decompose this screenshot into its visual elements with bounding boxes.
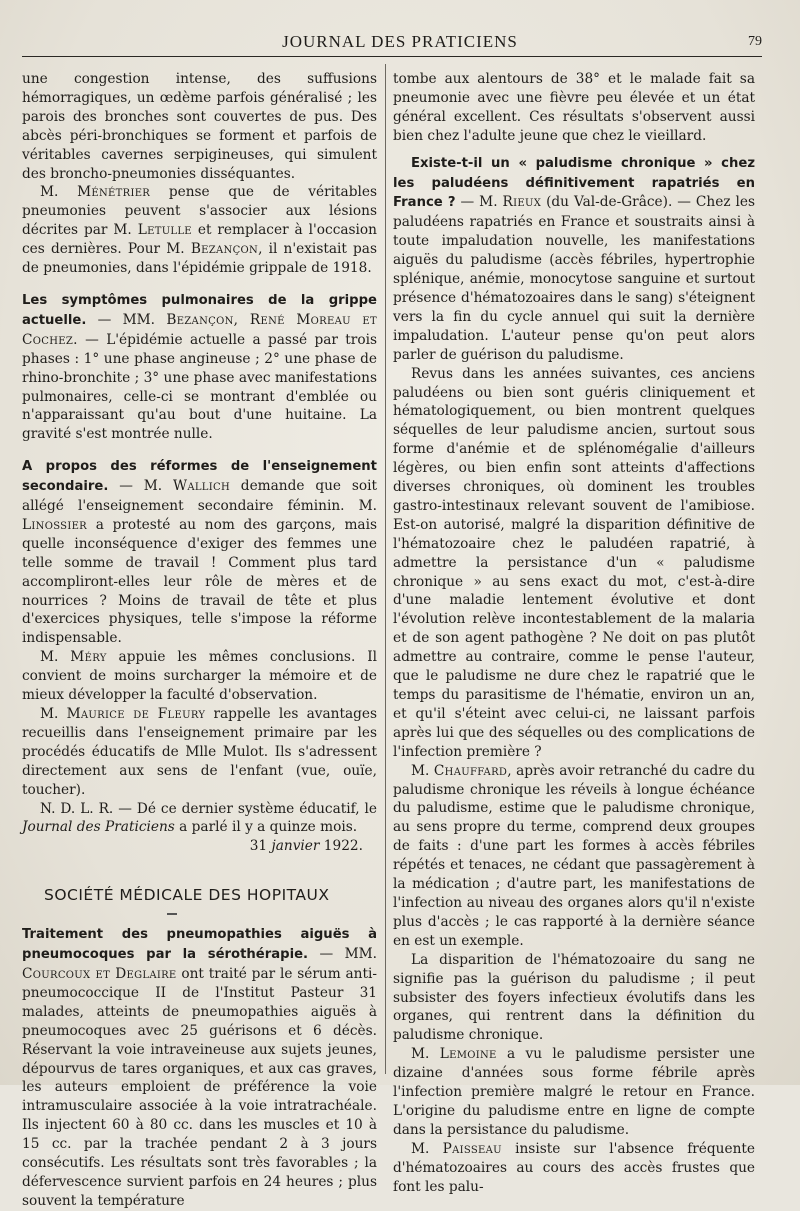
paragraph: M. Chauffard, après avoir retranché du cadre du paludisme chronique les réveils à longue échéance du paludisme, estime que le paludisme chronique, au sens propre du terme, comprend deux groupes de faits : d'une part les formes à accès fébriles répétés et tenaces, ne cédant que passagèrement à la médication ; d'autre part, les manifestations de l'infection au niveau des organes alors qu'il n'existe plus d'accès ; le cas rapporté à la dernière séance en est un exemple. xyxy=(393,762,756,949)
paragraph: M. Lemoine a vu le paludisme persister une dizaine d'années sous forme fébrile après l'infection première malgré le retour en France. L'origine du paludisme entre en ligne de compte dans la persistance du paludisme. xyxy=(393,1046,755,1138)
author-name: Maurice de Fleury xyxy=(66,706,206,722)
date-signature: 31 janvier 1922. xyxy=(249,838,363,855)
paragraph: tombe aux alentours de 38° et le malade fait sa pneumonie avec une fièvre peu élevée et un état général excellent. Ces résultats s'observent aussi bien chez l'adulte jeune que chez le vieillard. xyxy=(393,71,755,144)
section-rule xyxy=(167,913,177,915)
editor-note: N. D. L. R. — Dé ce dernier système éducatif, le Journal des Praticiens a parlé il y a quinze mois. xyxy=(22,800,377,836)
author-name: Bezançon, René Moreau et Cochez. xyxy=(22,311,377,348)
author-name: Wallich xyxy=(172,478,230,495)
section-title: SOCIÉTÉ MÉDICALE DES HOPITAUX xyxy=(44,886,330,905)
author-name: Linossier xyxy=(22,516,87,533)
paragraph: M. Méry appuie les mêmes conclusions. Il convient de moins surcharger la mémoire et de mieux développer la faculté d'observation. xyxy=(22,649,377,704)
page-number: 79 xyxy=(748,34,762,49)
author-name: Lemoine xyxy=(439,1046,497,1063)
header-rule xyxy=(22,56,762,57)
left-column xyxy=(22,70,377,1211)
column-divider xyxy=(385,64,386,1074)
author-name: Paisseau xyxy=(442,1140,502,1157)
paragraph: Revus dans les années suivantes, ces anciens paludéens ou bien sont guéris cliniquement et hématologiquement, ou bien montrent quelques séquelles de leur paludisme ancien, surtout sous forme d'anémie et de splénomégalie d'ailleurs légères, ou bien enfin sont atteints d'affections diverses chroniques, où dominent les troubles gastro-intestinaux relevant souvent de l'amibiose. Est-on autorisé, malgré la disparition définitive de l'hématozoaire chez le paludéen rapatrié, à admettre la persistance d'un « paludisme chronique » au sens exact du mot, c'est-à-dire d'une maladie lentement évolutive et dont l'évolution relève incontestablement de la malaria et de son agent pathogène ? Ne doit on pas plutôt admettre au contraire, comme le pense l'auteur, que le paludisme ne dure chez le rapatrié que le temps du parasitisme de l'hématie, environ un an, et qu'il s'éteint avec celui-ci, ne laissant parfois après lui que des séquelles ou des complications de l'infection première ? xyxy=(393,365,755,760)
author-name: Ménétrier xyxy=(77,184,151,201)
article-heading: A propos des réformes de l'enseignement secondaire. xyxy=(22,459,377,495)
paragraph: une congestion intense, des suffusions hémorragiques, un œdème parfois généralisé ; les parois des bronches sont couvertes de pus. Des abcès péri-bronchiques se forment et parfois de véritables cavernes serpigineuses, qui simulent des broncho-pneumonies disséquantes. xyxy=(22,71,377,182)
author-name: Courcoux et Deglaire xyxy=(22,965,177,982)
author-name: Letulle xyxy=(137,222,192,239)
paragraph: La disparition de l'hématozoaire du sang ne signifie pas la guérison du paludisme ; il peut subsister des foyers infectieux évolutifs dans les organes, qui rentrent dans la définition du paludisme chronique. xyxy=(393,951,755,1044)
article-heading: Les symptômes pulmonaires de la grippe actuelle. xyxy=(22,292,377,328)
article-entry: Les symptômes pulmonaires de la grippe actuelle. — MM. Bezançon, René Moreau et Cochez. — L'épidémie actuelle a passé par trois phases : 1° une phase angineuse ; 2° une phase de rhino-bronchite ; 3° une phase avec manifestations pulmonaires, celle-ci se montrant d'emblée ou n'apparaissant qu'au bout d'une huitaine. La gravité s'est montrée nulle. xyxy=(22,292,377,443)
journal-title: JOURNAL DES PRATICIENS xyxy=(282,32,518,51)
right-column xyxy=(393,70,755,1196)
paragraph: M. Ménétrier pense que de véritables pneumonies peuvent s'associer aux lésions décrites par M. Letulle et remplacer à l'occasion ces dernières. Pour M. Bezançon, il n'existait pas de pneumonies, dans l'épidémie grippale de 1918. xyxy=(22,184,377,277)
article-heading: Traitement des pneumopathies aiguës à pneumocoques par la sérothérapie. xyxy=(22,927,377,963)
running-header xyxy=(0,30,800,60)
author-name: Rieux xyxy=(502,194,542,211)
article-heading: Existe-t-il un « paludisme chronique » chez les paludéens définitivement rapatriés en France ? xyxy=(393,155,755,211)
author-name: Méry xyxy=(70,649,107,666)
paragraph: M. Maurice de Fleury rappelle les avantages recueillis dans l'enseignement primaire par les procédés éducatifs de Mlle Mulot. Ils s'adressent directement aux sens de l'enfant (vue, ouïe, toucher). xyxy=(22,706,378,798)
article-entry: Existe-t-il un « paludisme chronique » chez les paludéens définitivement rapatriés en France ? — M. Rieux (du Val-de-Grâce). — Chez les paludéens rapatriés en France et soustraits ainsi à toute impaludation nouvelle, les manifestations aiguës du paludisme (accès fébriles, hypertrophie splénique, anémie, monocytose sanguine et surtout présence d'hématozoaires dans le sang) s'éteignent vers la fin du cycle annuel qui suit la dernière impaludation. L'auteur pense qu'on peut alors parler de guérison du paludisme. xyxy=(393,155,755,363)
article-entry: A propos des réformes de l'enseignement secondaire. — M. Wallich demande que soit allégé l'enseignement secondaire féminin. M. Linossier a protesté au nom des garçons, mais quelle inconséquence d'exiger des femmes une telle somme de travail ! Comment plus tard accompliront-elles leur rôle de mères et de nourrices ? Moins de travail de tête et plus d'exercices physiques, telle s'impose la réforme indispensable. xyxy=(22,459,377,647)
author-name: Bezançon xyxy=(190,241,259,258)
journal-name: Journal des Praticiens xyxy=(22,819,175,836)
paragraph: M. Paisseau insiste sur l'absence fréquente d'hématozoaires au cours des accès frustes que font les palu- xyxy=(393,1140,756,1195)
article-entry: Traitement des pneumopathies aiguës à pneumocoques par la sérothérapie. — MM. Courcoux et Deglaire ont traité par le sérum anti-pneumococcique II de l'Institut Pasteur 31 malades, atteints de pneumopathies aiguës à pneumocoques avec 25 guérisons et 6 décès. Réservant la voie intraveineuse aux sujets jeunes, dépourvus de tares organiques, et aux cas graves, les auteurs emploient de préférence la voie intramusculaire associée à la voie intratrachéale. Ils injectent 60 à 80 cc. dans les muscles et 10 à 15 cc. par la trachée pendant 2 à 3 jours consécutifs. Les résultats sont très favorables ; la défervescence survient parfois en 24 heures ; plus souvent la température xyxy=(22,927,377,1209)
author-name: Chauffard xyxy=(433,762,508,779)
